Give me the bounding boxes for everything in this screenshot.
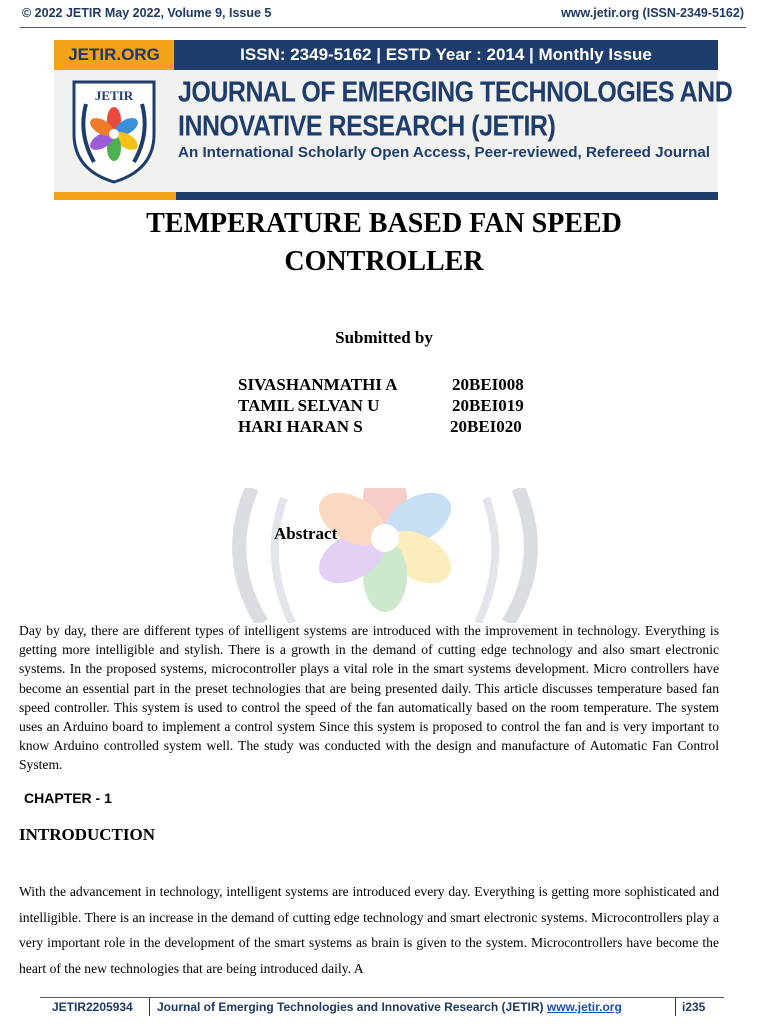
paper-title (0, 205, 768, 281)
introduction-heading: INTRODUCTION (19, 825, 156, 844)
journal-title-line2: INNOVATIVE RESEARCH (JETIR) (178, 110, 556, 143)
emblem-label: JETIR (94, 88, 134, 103)
introduction-body: With the advancement in technology, intelligent systems are introduced every day. Everything is getting more sophisticated and intelligible. There is an increase in the demand of cutting edge technology and smart electronic systems. Microcontrollers play a very important role in the development of the smart systems as brain is given to the system. Microcontrollers have become the heart of the new technologies that are being introduced daily. A (19, 884, 719, 976)
footer-journal (157, 1000, 622, 1014)
header-divider (20, 27, 746, 28)
footer-journal-name: Journal of Emerging Technologies and Innovative Research (JETIR) (157, 1000, 544, 1014)
journal-subtitle: An International Scholarly Open Access, Peer-reviewed, Refereed Journal (178, 144, 711, 161)
author-id: 20BEI019 (452, 396, 524, 415)
author-id: 20BEI008 (452, 375, 524, 394)
abstract-body: Day by day, there are different types of intelligent systems are introduced with the improvement in technology. Everything is getting more intelligible and stylish. There is a growth in the demand of cutting edge technology and also smart electronic systems. In the proposed systems, microcontroller plays a vital role in the smart systems development. Micro controllers have become an essential part in the preset technologies that are being presented daily. This article discusses temperature based fan speed controller. This system is used to control the speed of the fan automatically based on the room temperature. The system uses an Arduino board to implement a control system Since this system is proposed to control the fan and is very important to know Arduino controlled system well. The study was conducted with the design and manufacture of Automatic Fan Control System. (19, 623, 719, 773)
submitted-by-label: Submitted by (335, 328, 433, 347)
author-row (238, 416, 522, 437)
paper-title-line1: TEMPERATURE BASED FAN SPEED (146, 208, 622, 239)
chapter-label: CHAPTER - 1 (24, 790, 112, 806)
author-row (238, 395, 524, 416)
author-name: TAMIL SELVAN U (238, 396, 380, 415)
site-label[interactable]: JETIR.ORG (54, 40, 174, 70)
jetir-emblem-icon (64, 74, 164, 186)
paper-title-line2: CONTROLLER (284, 246, 484, 277)
journal-banner (54, 40, 733, 200)
header-issue-info: © 2022 JETIR May 2022, Volume 9, Issue 5 (22, 6, 272, 20)
footer-divider (40, 997, 724, 998)
footer-paper-id: JETIR2205934 (52, 1000, 133, 1014)
footer-separator (149, 998, 150, 1016)
banner-accent-blue (176, 192, 718, 200)
header-issn: www.jetir.org (ISSN-2349-5162) (561, 6, 744, 20)
author-id: 20BEI020 (450, 417, 522, 436)
footer-link[interactable]: www.jetir.org (546, 1000, 622, 1014)
author-name: SIVASHANMATHI A (238, 375, 398, 394)
banner-accent-orange (54, 192, 176, 200)
footer-page-number: i235 (682, 1000, 706, 1014)
abstract-heading: Abstract (274, 524, 338, 543)
author-row (238, 374, 524, 395)
journal-title-line1: JOURNAL OF EMERGING TECHNOLOGIES AND (178, 76, 733, 109)
watermark-emblem-icon (222, 488, 548, 623)
footer-separator (675, 998, 676, 1016)
author-list (238, 374, 524, 437)
issn-bar: ISSN: 2349-5162 | ESTD Year : 2014 | Monthly Issue (174, 40, 718, 70)
author-name: HARI HARAN S (238, 417, 363, 436)
